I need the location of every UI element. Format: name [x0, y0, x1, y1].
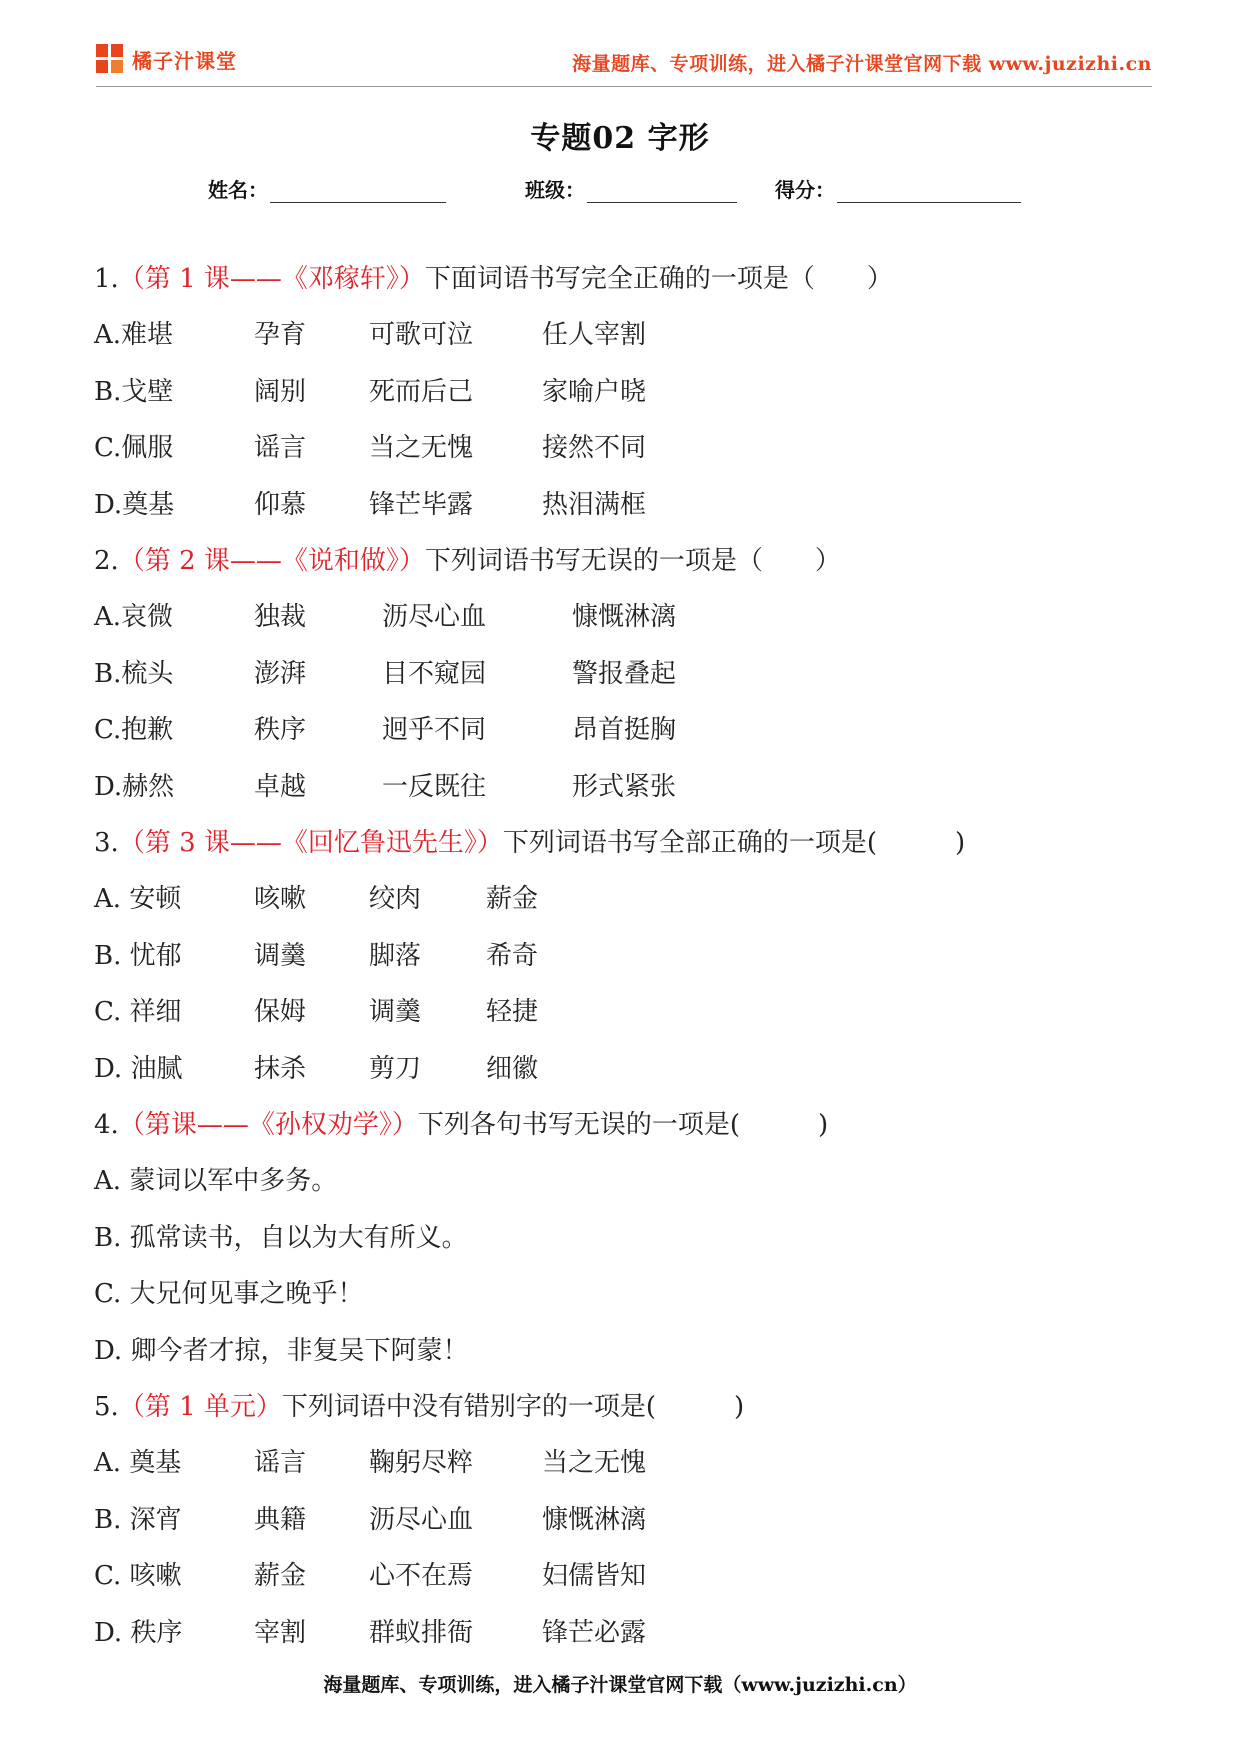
option-cell: C. 咳嗽 [94, 1561, 182, 1591]
option-cell: 孕育 [254, 320, 307, 350]
option-cell: A. 安顿 [94, 884, 182, 914]
question-stem: 下列词语中没有错别字的一项是( ) [281, 1392, 745, 1422]
option-cell: 心不在焉 [369, 1561, 474, 1591]
logo-text: 橘子汁课堂 [132, 48, 237, 73]
name-label: 姓名： [208, 178, 268, 202]
option-cell: 群蚁排衙 [369, 1618, 474, 1648]
option-cell: 锋芒毕露 [369, 490, 474, 520]
option-cell: A. 奠基 [94, 1448, 182, 1478]
name-field[interactable] [208, 174, 446, 203]
question-stem: 下列各句书写无误的一项是( ) [417, 1110, 829, 1140]
logo [96, 44, 237, 74]
option-cell: D.奠基 [94, 490, 175, 520]
option-cell: 沥尽心血 [382, 602, 487, 632]
option-cell: 阔别 [254, 377, 307, 407]
option-cell: 咳嗽 [254, 884, 307, 914]
option-cell: B. 忧郁 [94, 941, 182, 971]
option-cell: C.抱歉 [94, 715, 174, 745]
option-cell: D. 秩序 [94, 1618, 183, 1648]
option-cell: 鞠躬尽粹 [369, 1448, 474, 1478]
option-cell: 死而后己 [369, 377, 474, 407]
option-cell: 秩序 [254, 715, 307, 745]
question-2 [94, 544, 841, 578]
option-cell: B.戈壁 [94, 377, 174, 407]
question-number: 2. [94, 546, 119, 576]
question-3 [94, 826, 965, 860]
lesson-tag: （第 2 课——《说和做》） [118, 546, 425, 576]
option-cell: 调羹 [369, 997, 422, 1027]
option-cell: 慷慨淋漓 [542, 1505, 647, 1535]
option-cell: 调羹 [254, 941, 307, 971]
score-blank[interactable] [837, 180, 1021, 203]
sentence-option: D. 卿今者才掠，非复吴下阿蒙！ [94, 1336, 469, 1366]
option-cell: D. 油腻 [94, 1054, 183, 1084]
option-cell: C. 祥细 [94, 997, 182, 1027]
option-cell: 卓越 [254, 772, 307, 802]
question-number: 5. [94, 1392, 119, 1422]
option-cell: 细徽 [486, 1054, 539, 1084]
option-cell: 昂首挺胸 [572, 715, 677, 745]
option-cell: 妇儒皆知 [542, 1561, 647, 1591]
question-number: 1. [94, 264, 119, 294]
question-stem: 下列词语书写全部正确的一项是( ) [502, 828, 966, 858]
option-cell: 薪金 [486, 884, 539, 914]
option-cell: 保姆 [254, 997, 307, 1027]
option-cell: 谣言 [254, 1448, 307, 1478]
option-cell: 剪刀 [369, 1054, 422, 1084]
option-cell: 家喻户晓 [542, 377, 647, 407]
question-stem: 下面词语书写完全正确的一项是（ ） [424, 264, 893, 294]
question-4 [94, 1108, 828, 1142]
sentence-option: B. 孤常读书，自以为大有所义。 [94, 1223, 468, 1253]
option-cell: 脚落 [369, 941, 422, 971]
option-cell: D.赫然 [94, 772, 175, 802]
question-5 [94, 1390, 744, 1424]
class-label: 班级： [525, 178, 585, 202]
footer-banner[interactable]: 海量题库、专项训练，进入橘子汁课堂官网下载（www.juzizhi.cn） [323, 1674, 917, 1696]
option-cell: 独裁 [254, 602, 307, 632]
option-cell: 一反既往 [382, 772, 487, 802]
option-cell: 希奇 [486, 941, 539, 971]
option-cell: 目不窥园 [382, 659, 487, 689]
option-cell: C.佩服 [94, 433, 174, 463]
score-label: 得分： [775, 178, 835, 202]
option-cell: 锋芒必露 [542, 1618, 647, 1648]
option-cell: B.梳头 [94, 659, 174, 689]
option-cell: 轻捷 [486, 997, 539, 1027]
lesson-tag: （第 1 单元） [118, 1392, 282, 1422]
option-cell: 当之无愧 [369, 433, 474, 463]
option-cell: 澎湃 [254, 659, 307, 689]
option-cell: 慷慨淋漓 [572, 602, 677, 632]
lesson-tag: （第课——《孙权劝学》） [118, 1110, 418, 1140]
option-cell: 仰慕 [254, 490, 307, 520]
question-stem: 下列词语书写无误的一项是（ ） [424, 546, 841, 576]
orange-logo-icon [96, 44, 124, 74]
page-title: 专题02 字形 [530, 121, 710, 156]
question-number: 4. [94, 1110, 119, 1140]
option-cell: 可歌可泣 [369, 320, 474, 350]
option-cell: 谣言 [254, 433, 307, 463]
score-field[interactable] [775, 174, 1021, 203]
option-cell: 迥乎不同 [382, 715, 487, 745]
option-cell: A.哀微 [94, 602, 174, 632]
option-cell: 抹杀 [254, 1054, 307, 1084]
option-cell: 当之无愧 [542, 1448, 647, 1478]
option-cell: 薪金 [254, 1561, 307, 1591]
option-cell: 沥尽心血 [369, 1505, 474, 1535]
header-divider [96, 86, 1152, 87]
option-cell: 绞肉 [369, 884, 422, 914]
option-cell: 热泪满框 [542, 490, 647, 520]
option-cell: A.难堪 [94, 320, 174, 350]
class-field[interactable] [525, 174, 737, 203]
header-banner[interactable]: 海量题库、专项训练，进入橘子汁课堂官网下载 www.juzizhi.cn [572, 53, 1152, 75]
option-cell: 典籍 [254, 1505, 307, 1535]
question-number: 3. [94, 828, 119, 858]
option-cell: 宰割 [254, 1618, 307, 1648]
name-blank[interactable] [270, 180, 446, 203]
sentence-option: C. 大兄何见事之晚乎！ [94, 1279, 364, 1309]
lesson-tag: （第 3 课——《回忆鲁迅先生》） [118, 828, 503, 858]
lesson-tag: （第 1 课——《邓稼轩》） [118, 264, 425, 294]
option-cell: 接然不同 [542, 433, 647, 463]
option-cell: 任人宰割 [542, 320, 647, 350]
option-cell: 警报叠起 [572, 659, 677, 689]
option-cell: B. 深宵 [94, 1505, 182, 1535]
sentence-option: A. 蒙词以军中多务。 [94, 1166, 338, 1196]
class-blank[interactable] [587, 180, 737, 203]
question-1 [94, 262, 893, 296]
option-cell: 形式紧张 [572, 772, 677, 802]
